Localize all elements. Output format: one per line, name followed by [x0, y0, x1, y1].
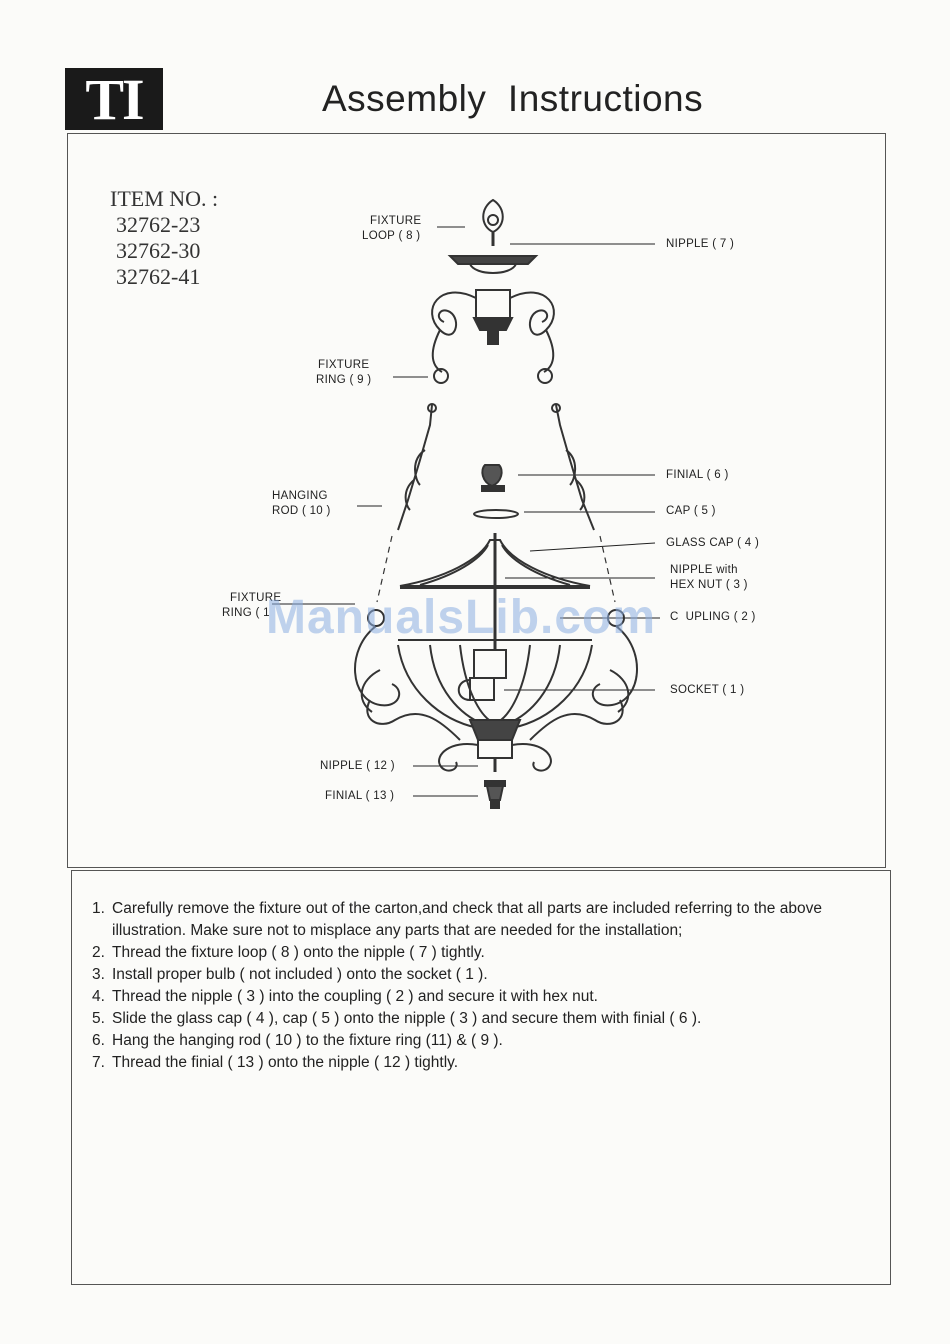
callout-text: RING ( 9 ) — [316, 374, 372, 386]
callout-text: HEX NUT ( 3 ) — [670, 579, 748, 591]
step-number: 1. — [92, 900, 105, 917]
watermark: ManualsLib.com — [266, 591, 657, 644]
callout-text: HANGING — [272, 490, 328, 502]
step-text: Thread the nipple ( 3 ) into the coupling ( 2 ) and secure it with hex nut. — [112, 988, 598, 1005]
instruction-step — [92, 1052, 872, 1074]
instruction-step — [92, 964, 872, 986]
step-text: Thread the finial ( 13 ) onto the nipple ( 12 ) tightly. — [112, 1054, 459, 1071]
hanging-rod-right — [552, 404, 594, 530]
fixture-loop-part — [483, 200, 503, 246]
step-text: Slide the glass cap ( 4 ), cap ( 5 ) onto the nipple ( 3 ) and secure them with finial ( 6 ). — [112, 1010, 702, 1027]
finial-6-part — [482, 465, 504, 491]
callout-text: FIXTURE — [318, 359, 370, 371]
item-label: ITEM NO. : — [110, 186, 219, 211]
instruction-list — [92, 898, 872, 1074]
callout-coupling-2: C UPLING ( 2 ) — [670, 611, 756, 623]
step-number: 2. — [92, 944, 105, 961]
callout-nipple-12: NIPPLE ( 12 ) — [320, 760, 395, 772]
callout-nipple-hex-nut-3 — [670, 563, 748, 593]
step-text: Hang the hanging rod ( 10 ) to the fixture ring (11) & ( 9 ). — [112, 1032, 503, 1049]
callout-text: FIXTURE — [370, 215, 422, 227]
finial-13-part — [485, 781, 505, 808]
callout-text: RING ( 1 — [222, 607, 270, 619]
item-number: 32762-23 — [116, 212, 201, 237]
cap-5-part — [474, 510, 518, 518]
instruction-step — [92, 1008, 872, 1030]
step-number: 3. — [92, 966, 105, 983]
step-number: 5. — [92, 1010, 105, 1027]
callout-nipple-7: NIPPLE ( 7 ) — [666, 238, 735, 250]
item-number: 32762-30 — [116, 238, 201, 263]
callout-fixture-loop — [362, 214, 422, 244]
callout-text: ROD ( 10 ) — [272, 505, 331, 517]
step-number: 7. — [92, 1054, 105, 1071]
callout-text: NIPPLE with — [670, 564, 738, 576]
callout-cap-5: CAP ( 5 ) — [666, 505, 716, 517]
hanging-rod-left — [398, 404, 436, 530]
canopy-part — [432, 256, 554, 383]
callout-text: LOOP ( 8 ) — [362, 230, 421, 242]
step-number: 4. — [92, 988, 105, 1005]
instruction-step — [92, 942, 872, 964]
instruction-step — [92, 1030, 872, 1052]
step-text: Carefully remove the fixture out of the carton,and check that all parts are included referring to the above illustration. Make sure not to misplace any parts that are needed for the installation; — [112, 900, 822, 939]
item-number: 32762-41 — [116, 264, 201, 289]
logo-text: TI — [85, 67, 143, 132]
callout-finial-13: FINIAL ( 13 ) — [325, 790, 395, 802]
instruction-step — [92, 898, 872, 942]
step-number: 6. — [92, 1032, 105, 1049]
callout-hanging-rod — [272, 489, 331, 519]
callout-socket-1: SOCKET ( 1 ) — [670, 684, 745, 696]
callout-fixture-ring-9 — [318, 358, 371, 388]
instruction-step — [92, 986, 872, 1008]
callout-text: FIXTURE — [230, 592, 282, 604]
callout-glass-cap-4: GLASS CAP ( 4 ) — [666, 537, 760, 549]
step-text: Thread the fixture loop ( 8 ) onto the nipple ( 7 ) tightly. — [112, 944, 485, 961]
page-title: Assembly Instructions — [322, 78, 704, 119]
callout-finial-6: FINIAL ( 6 ) — [666, 469, 729, 481]
step-text: Install proper bulb ( not included ) onto the socket ( 1 ). — [112, 966, 488, 983]
